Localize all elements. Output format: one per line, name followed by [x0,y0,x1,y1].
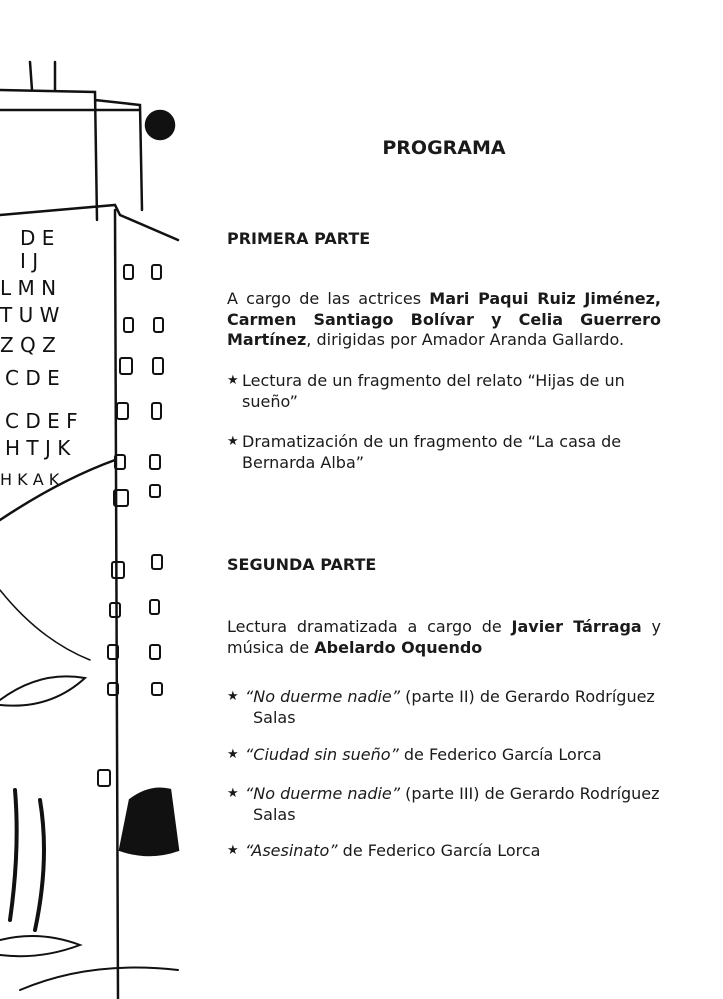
section-heading-primera: PRIMERA PARTE [227,229,371,248]
list-item [227,784,667,825]
primera-intro [227,289,661,351]
work-author: de Federico García Lorca [337,841,541,860]
illustration-letters: H K A K [0,470,60,489]
city-illustration [0,0,180,999]
star-bullet-icon: ★ [227,747,239,762]
work-author: (parte II) de Gerardo Rodríguez [400,687,655,706]
list-item [227,841,667,862]
item-text: Lectura de un fragmento del relato “Hijas de un sueño” [242,371,625,411]
illustration-letters: T U W [0,303,60,327]
section-heading-segunda: SEGUNDA PARTE [227,555,377,574]
work-author-cont: Salas [253,707,296,727]
illustration-letters: I J [20,249,39,273]
list-item [227,371,647,412]
list-item [227,745,667,766]
list-item [227,432,647,473]
page-title: PROGRAMA [382,137,506,159]
work-title: “Asesinato” [245,841,338,860]
illustration-letters: H T J K [5,436,71,460]
list-item [227,687,667,728]
illustration-letters: Z Q Z [0,333,56,357]
intro-text: y música de [227,617,661,657]
star-bullet-icon: ★ [227,373,239,388]
intro-text: A cargo de las actrices [227,289,430,308]
work-author-cont: Salas [253,804,296,824]
work-author: de Federico García Lorca [398,745,602,764]
illustration-letters: C D E F [5,409,78,433]
illustration-letters: D E [20,226,55,250]
actors-names: Mari Paqui Ruiz Jiménez, Carmen Santiago Bolívar y Celia Guerrero Martínez [227,289,661,349]
star-bullet-icon: ★ [227,786,239,801]
work-author: (parte III) de Gerardo Rodríguez [400,784,660,803]
star-bullet-icon: ★ [227,434,239,449]
intro-text: Lectura dramatizada a cargo de [227,617,512,636]
star-bullet-icon: ★ [227,843,239,858]
item-text: Dramatización de un fragmento de “La casa de Bernarda Alba” [242,432,622,472]
star-bullet-icon: ★ [227,689,239,704]
work-title: “No duerme nadie” [245,687,401,706]
segunda-intro [227,617,661,658]
reader-name: Javier Tárraga [511,617,642,636]
intro-text: , dirigidas por Amador Aranda Gallardo. [306,330,625,349]
illustration-letters: L M N [0,276,57,300]
work-title: “Ciudad sin sueño” [245,745,399,764]
musician-name: Abelardo Oquendo [314,637,483,657]
work-title: “No duerme nadie” [245,784,401,803]
illustration-letters: C D E [5,366,60,390]
